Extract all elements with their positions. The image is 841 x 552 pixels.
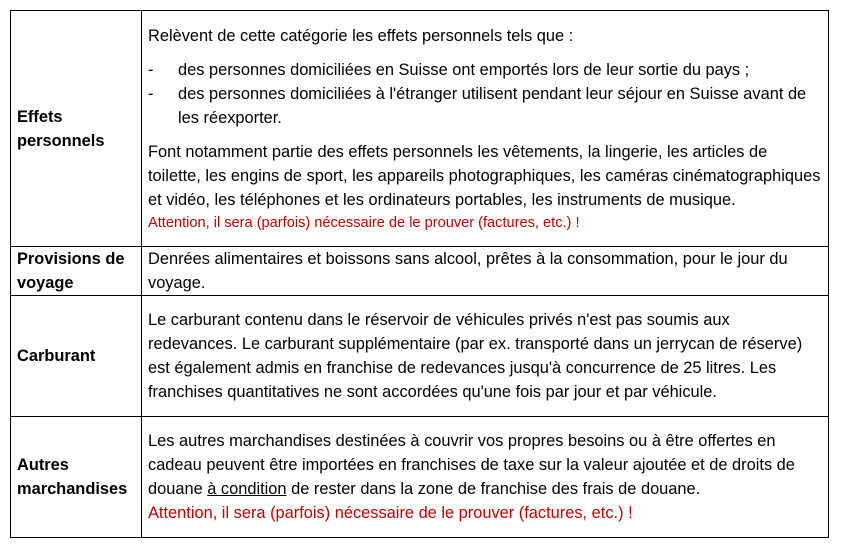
underlined-condition-text: à condition <box>207 480 287 498</box>
row-label: Effets personnels <box>11 11 142 247</box>
intro-text: Relèvent de cette catégorie les effets personnels tels que : <box>148 26 574 45</box>
customs-allowance-table <box>10 10 829 538</box>
paragraph-text: Font notamment partie des effets personnels les vêtements, la lingerie, les articles de toilette, les engins de sport, les appareils photographiques, les caméras cinématographiques et vidéo, les téléphones et les ordinateurs portables, les instruments de musique. <box>148 142 821 209</box>
row-content <box>142 11 829 247</box>
list-item: - des personnes domiciliées en Suisse ont emportés lors de leur sortie du pays ; <box>148 58 822 82</box>
warning-text: Attention, il sera (parfois) nécessaire de le prouver (factures, etc.) ! <box>148 214 580 231</box>
row-content: Le carburant contenu dans le réservoir de véhicules privés n'est pas soumis aux redevances. Le carburant supplémentaire (par ex. transporté dans un jerrycan de réserve) est également admis en franchise de redevances jusqu'à concurrence de 25 litres. Les franchises quantitatives ne sont accordées qu'une fois par jour et par véhicule. <box>142 296 829 417</box>
list-item: - des personnes domiciliées à l'étranger utilisent pendant leur séjour en Suisse avant de les réexporter. <box>148 82 822 130</box>
row-content <box>142 417 829 538</box>
table-row-autres-marchandises <box>11 417 829 538</box>
warning-text: Attention, il sera (parfois) nécessaire de le prouver (factures, etc.) ! <box>148 504 633 522</box>
row-label: Carburant <box>11 296 142 417</box>
row-label: Autres marchandises <box>11 417 142 538</box>
paragraph-text-end: de rester dans la zone de franchise des frais de douane. <box>286 480 701 498</box>
paragraph-text-start: Les autres marchandises destinées à couvrir vos propres besoins ou à être offertes en cadeau peuvent être importées en franchises de taxe sur la valeur ajoutée et de droits de douane <box>148 432 795 498</box>
table-row-effets-personnels <box>11 11 829 247</box>
table-row-carburant <box>11 296 829 417</box>
row-label: Provisions de voyage <box>11 247 142 296</box>
dash-list <box>148 58 822 130</box>
row-content: Denrées alimentaires et boissons sans alcool, prêtes à la consommation, pour le jour du voyage. <box>142 247 829 296</box>
table-row-provisions-de-voyage <box>11 247 829 296</box>
